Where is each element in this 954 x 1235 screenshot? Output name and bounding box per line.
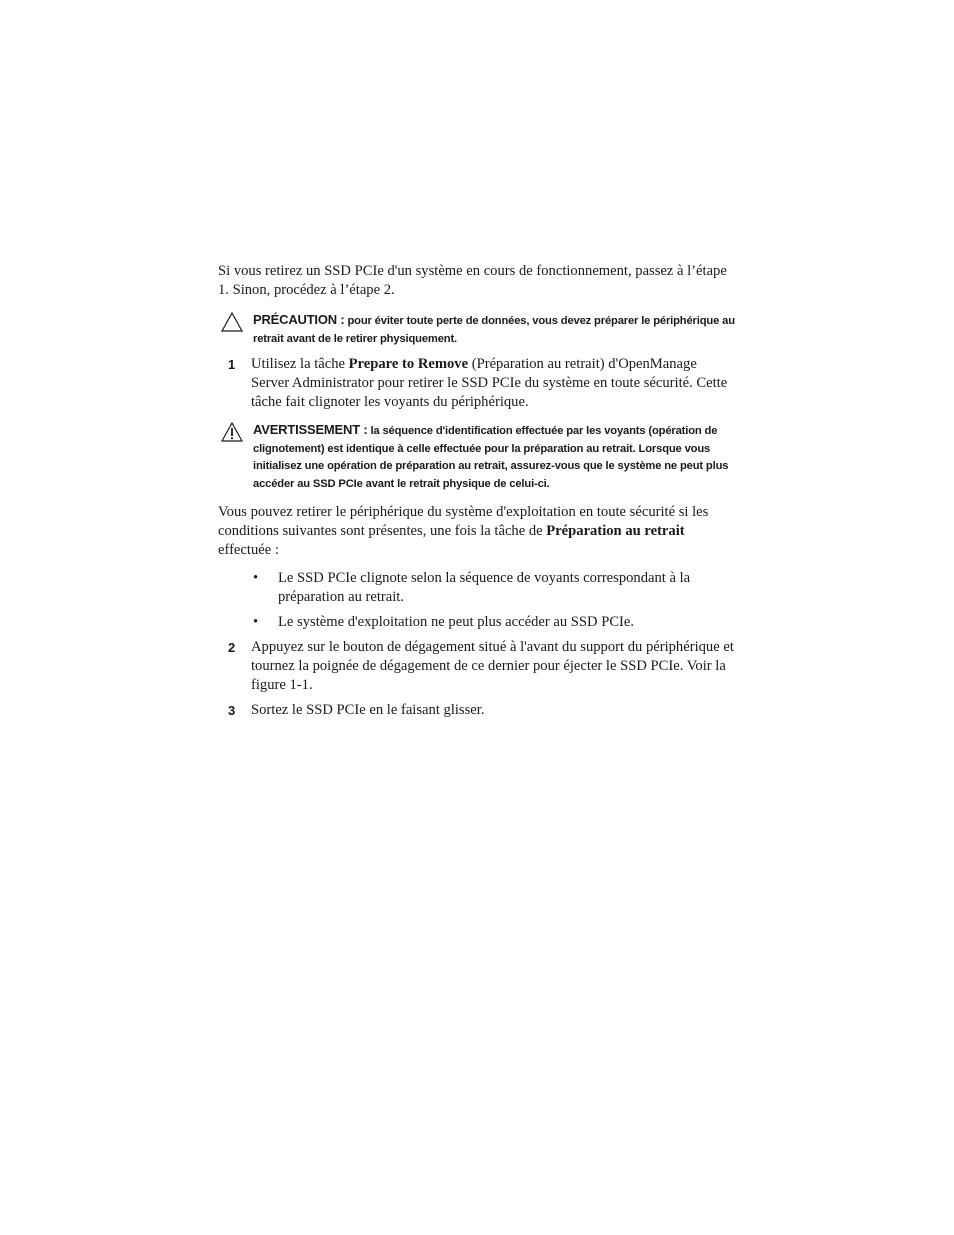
step-3-number: 3 [228,703,236,718]
step-1-task-name: Prepare to Remove [348,356,469,372]
conditions-text-after: effectuée : [218,542,279,558]
list-item [218,569,728,607]
bullet-marker: • [253,570,259,586]
step-2-text: Appuyez sur le bouton de dégagement situé à l'avant du support du périphérique et tournez la poignée de dégagement de ce dernier pour éjecter le SSD PCIe. Voir la figure 1-1. [251,639,734,693]
step-2-number: 2 [228,640,236,655]
step-1-text-after: (Préparation au retrait) d'OpenManage Server Administrator pour retirer le SSD PCIe du système en toute sécurité. Cette tâche fait clignoter les voyants du périphérique. [251,356,728,410]
bullet-text: Le système d'exploitation ne peut plus accéder au SSD PCIe. [278,614,635,630]
caution-label: PRÉCAUTION : [253,312,345,327]
conditions-text-before: Vous pouvez retirer le périphérique du système d'exploitation en toute sécurité si les conditions suivantes sont présentes, une fois la tâche de [218,504,709,539]
step-3-text: Sortez le SSD PCIe en le faisant glisser. [251,702,485,718]
step-3 [218,701,738,720]
step-1-text-before: Utilisez la tâche [251,356,349,372]
warning-text: la séquence d'identification effectuée par les voyants (opération de clignotement) est identique à celle effectuée pour la préparation au retrait. Lorsque vous initialisez une opération de préparation au retrait, assurez-vous que le système ne peut plus accéder au SSD PCIe avant le retrait physique de celui-ci. [253,425,729,490]
warning-triangle-icon [221,422,243,442]
caution-text: pour éviter toute perte de données, vous devez préparer le périphérique au retrait avant de le retirer physiquement. [253,315,735,345]
step-1 [218,355,738,412]
intro-paragraph: Si vous retirez un SSD PCIe d'un système en cours de fonctionnement, passez à l’étape 1. Sinon, procédez à l’étape 2. [218,263,727,298]
caution-notice [218,311,738,348]
step-1-number: 1 [228,357,236,372]
bullet-marker: • [253,614,259,630]
document-page [218,262,738,720]
caution-triangle-icon [221,312,243,332]
conditions-task-name: Préparation au retrait [546,523,685,539]
warning-label: AVERTISSEMENT : [253,422,368,437]
step-2 [218,638,738,695]
warning-notice [218,421,738,493]
conditions-paragraph [218,503,730,560]
bullet-text: Le SSD PCIe clignote selon la séquence de voyants correspondant à la préparation au retrait. [278,570,691,605]
list-item [218,613,728,632]
